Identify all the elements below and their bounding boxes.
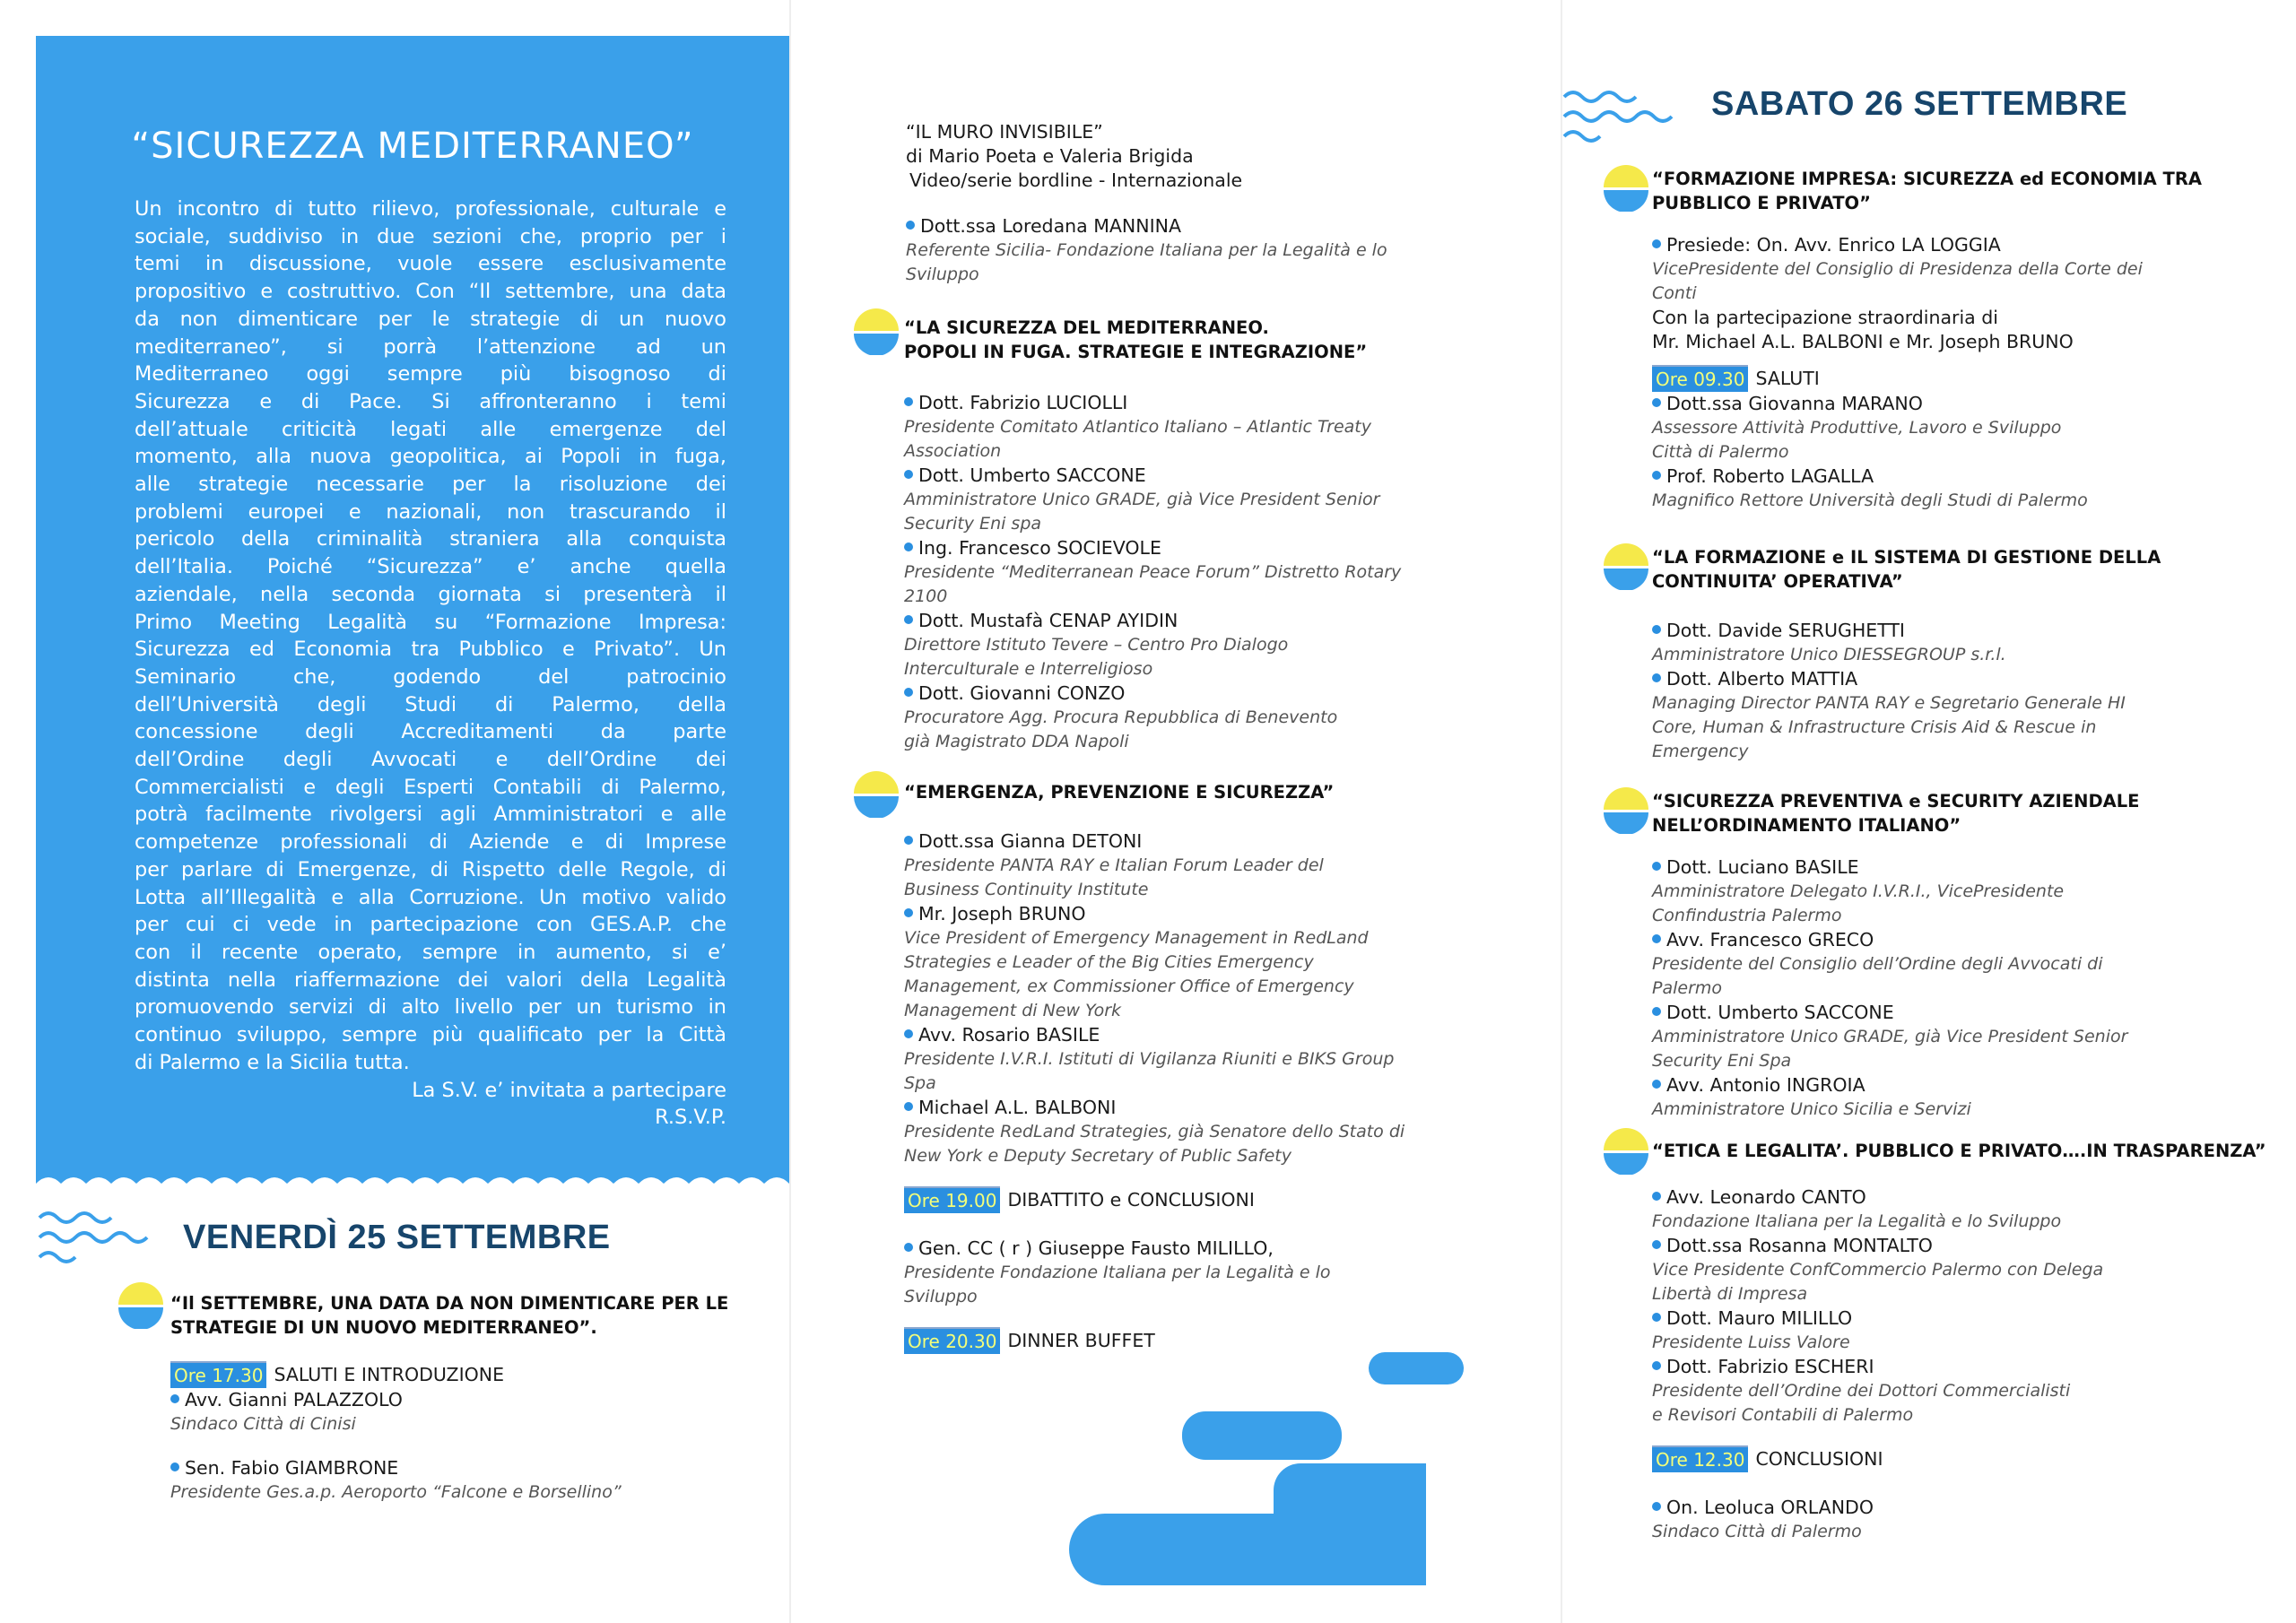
left-panel — [0, 0, 789, 1623]
time-label: CONCLUSIONI — [1755, 1448, 1883, 1470]
session-title: “ETICA E LEGALITA’. PUBBLICO E PRIVATO….IN TRASPARENZA” — [1652, 1141, 2266, 1161]
speaker-role: Amministratore Unico DIESSEGROUP s.r.l. — [1652, 645, 2006, 664]
speaker-name: Dott. Luciano BASILE — [1652, 855, 2280, 880]
speaker-role: Amministratore Delegato I.V.R.I., VicePresidente — [1652, 881, 2065, 901]
saturday-header — [1561, 81, 2127, 152]
sun-sea-icon — [1602, 1126, 1650, 1175]
time-row — [1652, 365, 2280, 392]
decor-shape — [1274, 1463, 1426, 1585]
intro-line: Lotta all’Illegalità e alla Corruzione. Un motivo valido — [135, 885, 726, 909]
friday-program — [170, 1361, 744, 1505]
speaker-name: Dott.ssa Gianna DETONI — [904, 829, 1550, 854]
speaker-role: Vice President of Emergency Management in RedLand — [904, 928, 1369, 948]
speaker-role: Security Eni spa — [904, 514, 1042, 534]
speaker-role: Emergency — [1652, 742, 1749, 761]
bullet-dot-icon — [1652, 1192, 1661, 1201]
right-panel — [1561, 0, 2296, 1623]
speaker-role: Confindustria Palermo — [1652, 906, 1842, 925]
time-row — [1652, 1445, 2280, 1472]
intro-line: da non dimenticare per le strategie di un nuovo — [135, 307, 726, 331]
decor-shape — [1182, 1411, 1342, 1460]
speaker-name: Dott. Umberto SACCONE — [1652, 1001, 2280, 1025]
speaker-role: Managing Director PANTA RAY e Segretario Generale HI — [1652, 693, 2126, 713]
time-label: SALUTI — [1755, 368, 1820, 389]
bullet-dot-icon — [1652, 1080, 1661, 1089]
session-title: “LA SICUREZZA DEL MEDITERRANEO. — [904, 317, 1269, 338]
bullet-dot-icon — [1652, 1502, 1661, 1511]
session-title: POPOLI IN FUGA. STRATEGIE E INTEGRAZIONE” — [904, 342, 1368, 362]
time-label: DIBATTITO e CONCLUSIONI — [1007, 1189, 1255, 1211]
bullet-dot-icon — [1652, 673, 1661, 682]
speaker-name: Dott. Mustafà CENAP AYIDIN — [904, 609, 1550, 633]
speaker-name: Presiede: On. Avv. Enrico LA LOGGIA — [1652, 233, 2280, 257]
speaker-role: Presidente dell’Ordine dei Dottori Commercialisti — [1652, 1381, 2071, 1401]
bullet-dot-icon — [1652, 1313, 1661, 1322]
sun-sea-icon — [1602, 542, 1650, 590]
speaker-role: Management di New York — [904, 1001, 1122, 1020]
speaker-name: Dott.ssa Giovanna MARANO — [1652, 392, 2280, 416]
bullet-dot-icon — [1652, 1361, 1661, 1370]
friday-header — [36, 1202, 611, 1273]
time-badge: Ore 12.30 — [1652, 1445, 1748, 1472]
speaker-role: Management, ex Commissioner Office of Emergency — [904, 976, 1354, 996]
speaker-role: Presidente Fondazione Italiana per la Legalità e lo — [904, 1263, 1331, 1282]
bullet-dot-icon — [904, 615, 913, 624]
speaker-name: Dott. Mauro MILILLO — [1652, 1306, 2280, 1331]
speaker-role: Interculturale e Interreligioso — [904, 659, 1153, 679]
speaker-name: Mr. Joseph BRUNO — [904, 902, 1550, 926]
intro-line: continuo sviluppo, sempre più qualificato per la Città — [135, 1023, 726, 1047]
special-guests-label: Con la partecipazione straordinaria di — [1652, 307, 1998, 328]
session-title: “EMERGENZA, PREVENZIONE E SICUREZZA” — [904, 782, 1335, 803]
speaker-role: Presidente Comitato Atlantico Italiano – Atlantic Treaty — [904, 417, 1371, 437]
speaker-role: Assessore Attività Produttive, Lavoro e Sviluppo — [1652, 418, 2062, 438]
time-label: DINNER BUFFET — [1007, 1330, 1155, 1351]
speaker-role: già Magistrato DDA Napoli — [904, 732, 1129, 751]
intro-line: concessione degli Accreditamenti da parte — [135, 720, 726, 744]
speaker-role: Association — [904, 441, 1002, 461]
speaker-name: Avv. Leonardo CANTO — [1652, 1185, 2280, 1210]
speaker-role: Presidente RedLand Strategies, già Senatore dello Stato di — [904, 1122, 1405, 1141]
speaker-name: Avv. Antonio INGROIA — [1652, 1073, 2280, 1098]
session-title: CONTINUITA’ OPERATIVA” — [1652, 571, 1903, 592]
film-title: “IL MURO INVISIBILE” — [906, 121, 1103, 143]
speaker-role: Amministratore Unico Sicilia e Servizi — [1652, 1099, 1971, 1119]
intro-line: dell’Ordine degli Avvocati e dell’Ordine dei — [135, 748, 726, 772]
speaker-name: Dott. Umberto SACCONE — [904, 464, 1550, 488]
bullet-dot-icon — [1652, 625, 1661, 634]
speaker-role: Magnifico Rettore Università degli Studi di Palermo — [1652, 490, 2088, 510]
speaker-role: e Revisori Contabili di Palermo — [1652, 1405, 1914, 1425]
speaker-role: Sindaco Città di Cinisi — [170, 1414, 356, 1434]
sun-sea-icon — [117, 1280, 165, 1329]
speaker-role: Presidente Luiss Valore — [1652, 1332, 1850, 1352]
film-type: Video/serie bordline - Internazionale — [909, 169, 1243, 191]
decor-shape — [1369, 1352, 1464, 1384]
bullet-dot-icon — [904, 836, 913, 845]
time-row — [170, 1361, 744, 1388]
intro-line: Mediterraneo oggi sempre più bisognoso di — [135, 362, 726, 386]
speaker-role: Spa — [904, 1073, 936, 1093]
bullet-dot-icon — [1652, 471, 1661, 480]
wave-edge — [36, 1167, 789, 1193]
intro-line: con il recente operato, sempre in aumento, si e’ — [135, 940, 726, 964]
speaker-role: 2100 — [904, 586, 948, 606]
speaker-role: Presidente Ges.a.p. Aeroporto “Falcone e Borsellino” — [170, 1482, 622, 1502]
waves-icon — [1561, 81, 1695, 152]
intro-line: pericolo della criminalità straniera alla conquista — [135, 527, 726, 551]
speaker-role: Referente Sicilia- Fondazione Italiana per la Legalità e lo — [906, 240, 1387, 260]
speaker-name: Avv. Gianni PALAZZOLO — [170, 1388, 744, 1412]
speaker-role: Fondazione Italiana per la Legalità e lo Sviluppo — [1652, 1211, 2062, 1231]
speaker-name: Avv. Francesco GRECO — [1652, 928, 2280, 952]
speaker-role: Presidente “Mediterranean Peace Forum” Distretto Rotary — [904, 562, 1402, 582]
bullet-dot-icon — [1652, 398, 1661, 407]
time-badge: Ore 17.30 — [170, 1361, 266, 1388]
session-2-speakers — [904, 391, 1550, 754]
speaker-role: Libertà di Impresa — [1652, 1284, 1808, 1304]
speaker-role: Presidente PANTA RAY e Italian Forum Leader del — [904, 855, 1324, 875]
bullet-dot-icon — [904, 1029, 913, 1038]
intro-line: Commercialisti e degli Esperti Contabili di Palermo, — [135, 775, 726, 799]
speaker-role: Business Continuity Institute — [904, 880, 1149, 899]
intro-line: problemi europei e nazionali, non trascurando il — [135, 499, 726, 524]
intro-line: momento, alla nuova geopolitica, ai Popoli in fuga, — [135, 445, 726, 469]
waves-icon — [36, 1202, 170, 1273]
intro-line: temi in discussione, vuole essere esclusivamente — [135, 252, 726, 276]
speaker-role: Procuratore Agg. Procura Repubblica di Benevento — [904, 707, 1338, 727]
bullet-dot-icon — [904, 397, 913, 406]
session-title: NELL’ORDINAMENTO ITALIANO” — [1652, 815, 1961, 836]
speaker-name: Dott. Davide SERUGHETTI — [1652, 619, 2280, 643]
sun-sea-icon — [852, 769, 900, 818]
intro-line: competenze professionali di Aziende e di Imprese — [135, 830, 726, 855]
session-title: “Il SETTEMBRE, UNA DATA DA NON DIMENTICARE PER LE — [170, 1293, 729, 1314]
speaker-name: On. Leoluca ORLANDO — [1652, 1496, 2280, 1520]
sun-sea-icon — [1602, 785, 1650, 834]
speaker-role: Presidente del Consiglio dell’Ordine degli Avvocati di — [1652, 954, 2103, 974]
time-badge: Ore 19.00 — [904, 1186, 1000, 1213]
intro-line: promuovendo servizi di alto livello per un turismo in — [135, 995, 726, 1020]
time-label: SALUTI E INTRODUZIONE — [274, 1364, 505, 1385]
bullet-dot-icon — [904, 688, 913, 697]
speaker-name: Dott.ssa Rosanna MONTALTO — [1652, 1234, 2280, 1258]
intro-line: Sicurezza e di Pace. Si affronteranno i temi — [135, 389, 726, 413]
intro-text — [135, 195, 726, 1132]
time-badge: Ore 20.30 — [904, 1327, 1000, 1354]
speaker-role: Direttore Istituto Tevere – Centro Pro Dialogo — [904, 635, 1289, 655]
bullet-dot-icon — [904, 1243, 913, 1252]
speaker-name: Avv. Rosario BASILE — [904, 1023, 1550, 1047]
speaker-role: New York e Deputy Secretary of Public Safety — [904, 1146, 1292, 1166]
bullet-dot-icon — [904, 542, 913, 551]
bullet-dot-icon — [1652, 239, 1661, 248]
intro-box — [36, 36, 789, 1193]
special-guests: Mr. Michael A.L. BALBONI e Mr. Joseph BRUNO — [1652, 331, 2074, 352]
speaker-name: Sen. Fabio GIAMBRONE — [170, 1456, 744, 1480]
speaker-role: Amministratore Unico GRADE, già Vice President Senior — [1652, 1027, 2128, 1046]
intro-line: per parlare di Emergenze, di Rispetto delle Regole, di — [135, 857, 726, 881]
bullet-dot-icon — [1652, 934, 1661, 943]
speaker-role: Vice Presidente ConfCommercio Palermo con Delega — [1652, 1260, 2104, 1280]
intro-title: “SICUREZZA MEDITERRANEO” — [131, 126, 694, 167]
speaker-name: Ing. Francesco SOCIEVOLE — [904, 536, 1550, 560]
invite-text: La S.V. e’ invitata a partecipare — [412, 1078, 726, 1102]
intro-line: per cui ci vede in partecipazione con GES.A.P. che — [135, 913, 726, 937]
speaker-name: Gen. CC ( r ) Giuseppe Fausto MILILLO, — [904, 1237, 1550, 1261]
intro-line: Sicurezza ed Economia tra Pubblico e Privato”. Un — [135, 638, 726, 662]
bullet-dot-icon — [170, 1462, 179, 1471]
session-6-speakers — [1652, 855, 2280, 1122]
middle-panel — [789, 0, 1561, 1623]
bullet-dot-icon — [904, 1102, 913, 1111]
speaker-name: Michael A.L. BALBONI — [904, 1096, 1550, 1120]
intro-line: Seminario che, godendo del patrocinio — [135, 664, 726, 689]
session-title: “SICUREZZA PREVENTIVA e SECURITY AZIENDALE — [1652, 791, 2140, 812]
intro-line: mediterraneo”, si porrà l’attenzione ad un — [135, 334, 726, 359]
intro-line: propositivo e costruttivo. Con “Il settembre, una data — [135, 280, 726, 304]
session-5-speakers — [1652, 619, 2280, 764]
session-3-speakers — [904, 829, 1550, 1354]
bullet-dot-icon — [906, 221, 915, 230]
intro-line: potrà facilmente rivolgersi agli Amministratori e alle — [135, 803, 726, 827]
speaker-name: Dott. Fabrizio ESCHERI — [1652, 1355, 2280, 1379]
speaker-role: Conti — [1652, 283, 1697, 303]
intro-line: Un incontro di tutto rilievo, professionale, culturale e — [135, 197, 726, 221]
speaker-role: Core, Human & Infrastructure Crisis Aid & Rescue in — [1652, 717, 2097, 737]
speaker-role: Sviluppo — [904, 1287, 978, 1306]
bullet-dot-icon — [170, 1394, 179, 1403]
speaker-name: Dott. Alberto MATTIA — [1652, 667, 2280, 691]
intro-line: di Palermo e la Sicilia tutta. — [135, 1050, 410, 1074]
bullet-dot-icon — [1652, 1240, 1661, 1249]
speaker-name: Dott.ssa Loredana MANNINA — [906, 214, 1534, 239]
rsvp-text: R.S.V.P. — [655, 1106, 726, 1130]
sun-sea-icon — [1602, 163, 1650, 212]
intro-line: dell’attuale criticità legati alle emergenze del — [135, 417, 726, 441]
session-title: STRATEGIE DI UN NUOVO MEDITERRANEO”. — [170, 1317, 597, 1338]
intro-line: dell’Italia. Poiché “Sicurezza” e’ anche quella — [135, 555, 726, 579]
saturday-title: SABATO 26 SETTEMBRE — [1711, 84, 2128, 123]
bullet-dot-icon — [1652, 1007, 1661, 1016]
speaker-role: Sindaco Città di Palermo — [1652, 1522, 1862, 1541]
speaker-role: Presidente I.V.R.I. Istituti di Vigilanza Riuniti e BIKS Group — [904, 1049, 1395, 1069]
session-title: “FORMAZIONE IMPRESA: SICUREZZA ed ECONOMIA TRA — [1652, 169, 2202, 189]
speaker-name: Dott. Fabrizio LUCIOLLI — [904, 391, 1550, 415]
speaker-role: Città di Palermo — [1652, 442, 1789, 462]
film-authors: di Mario Poeta e Valeria Brigida — [906, 145, 1194, 167]
bullet-dot-icon — [1652, 862, 1661, 871]
bullet-dot-icon — [904, 470, 913, 479]
time-badge: Ore 09.30 — [1652, 365, 1748, 392]
session-title: “LA FORMAZIONE e IL SISTEMA DI GESTIONE DELLA — [1652, 547, 2161, 568]
session-7-speakers — [1652, 1185, 2280, 1544]
intro-line: alle strategie necessarie per la risoluzione dei — [135, 473, 726, 497]
session-title: PUBBLICO E PRIVATO” — [1652, 193, 1871, 213]
speaker-role: Palermo — [1652, 978, 1723, 998]
film-block — [906, 120, 1534, 287]
friday-title: VENERDÌ 25 SETTEMBRE — [183, 1218, 611, 1256]
time-row — [904, 1186, 1550, 1213]
speaker-role: Amministratore Unico GRADE, già Vice President Senior — [904, 490, 1380, 509]
speaker-name: Prof. Roberto LAGALLA — [1652, 464, 2280, 489]
speaker-role: Sviluppo — [906, 265, 979, 284]
time-row — [904, 1327, 1550, 1354]
intro-line: sociale, suddiviso in due sezioni che, proprio per i — [135, 224, 726, 248]
intro-line: dell’Università degli Studi di Palermo, della — [135, 692, 726, 716]
speaker-role: Strategies e Leader of the Big Cities Emergency — [904, 952, 1314, 972]
bullet-dot-icon — [904, 908, 913, 917]
intro-line: distinta nella riaffermazione dei valori della Legalità — [135, 968, 726, 992]
intro-line: aziendale, nella seconda giornata si presenterà il — [135, 582, 726, 606]
speaker-role: VicePresidente del Consiglio di Presidenza della Corte dei — [1652, 259, 2143, 279]
session-4-speakers — [1652, 233, 2280, 513]
speaker-role: Security Eni Spa — [1652, 1051, 1792, 1071]
speaker-name: Dott. Giovanni CONZO — [904, 681, 1550, 706]
intro-line: Primo Meeting Legalità su “Formazione Impresa: — [135, 610, 726, 634]
sun-sea-icon — [852, 307, 900, 355]
